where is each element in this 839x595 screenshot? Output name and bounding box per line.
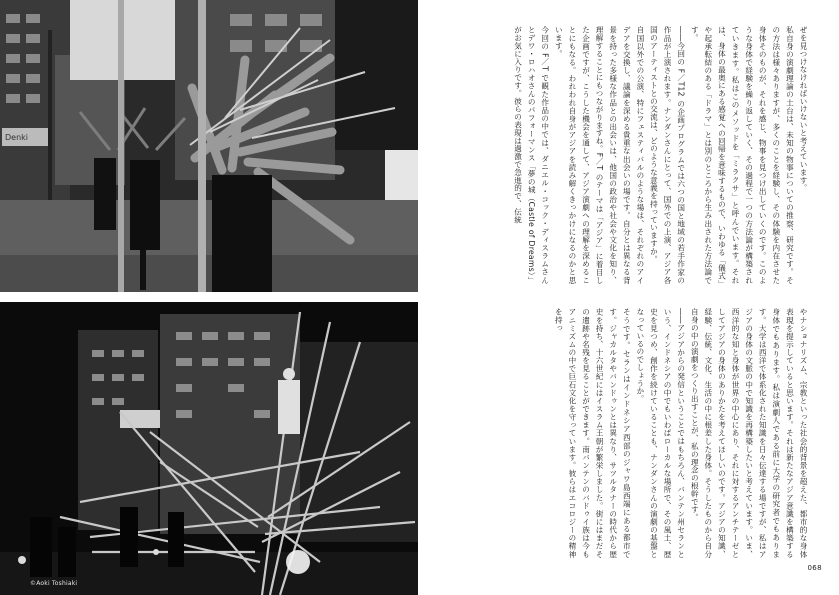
bamboo-scaffold-image bbox=[0, 302, 418, 595]
shop-sign-text: Denki bbox=[5, 133, 29, 142]
paragraph: そうです。セランはインドネシア西部のジャワ島西端にある都市です。ジャカルタやバンドゥンとは異なり、サツルタナーの時代から歴史を持ち、十六世紀にはイスラム王朝が繁栄しました。街にはまだその遺跡や名残を見ることができます。南バンテンのバドゥイ族は今もアニミズムの中で巨石文化を守っています。彼らはエコロジーの精神を持っ bbox=[554, 308, 632, 558]
article-text-upper bbox=[440, 26, 810, 284]
page-number: 068 bbox=[807, 564, 822, 572]
interview-question: ――今回の F／T12 の企画プログラムでは六つの国と地域の若手作家の作品が上演されます。ナンダンさんにとって、国外での上演、アジア各国のアーティストとの交流は、どのような意義を持っていますか。 bbox=[649, 26, 686, 284]
paragraph: やナショナリズム、宗教といった社会的背景を超えた、都市的な身体表現を提示していると思います。それは新たなアジア意識を構築する身体でもあります。私は演劇人である前に大学の研究者でもあります。大学は西洋で体系化された知識を日々伝達する場ですが、私はアジアの身体の文脈の中で知識を再構築したいと考えています。いま、西洋的な知と身体が世界の中心にあり、それに対するアンチテーゼとしてアジアの身体のありかたを考えてほしいのです。アジアの知識、経験、伝統、文化、生活の中に根差した身体。そうしたものから自分自身の中の演劇をつくり出すことが、私の理念の根幹です。 bbox=[690, 308, 808, 558]
article-text-lower bbox=[440, 308, 810, 558]
interview-question: ――アジアからの発信ということではもちろん、バンテン州セランという、インドネシアの中でもいわばローカルな場所で、その風土、歴史を見つめ、創作を続けていることも、ナンダンさんの演劇の基盤となっているのでしょうか。 bbox=[635, 308, 686, 558]
photo-credit: ©Aoki Toshiaki bbox=[30, 580, 78, 587]
photo-bamboo-scaffold bbox=[0, 302, 418, 595]
photo-street-performance bbox=[0, 0, 418, 292]
paragraph: 今回の F／T で観た作品の中では、ダニエル・コック・ディスラムさんとデワ・ロハオさんのパフォーマンス「夢の城（Castle of Dreams）」がお気に入りです。彼らの表現は過激で急進的で、伝統 bbox=[513, 26, 550, 284]
street-performance-image bbox=[0, 0, 418, 292]
paragraph: 自国以外での公演、特にフェスティバルのような場は、それぞれのアイデアを交換し、議論を深める貴重な出会いの場です。自分とは異なる背景を持った多様な作品との出会いは、他国の政治や社会や文化を知り、理解することにもつながりますね。F／T のテーマは「アジア」に着目した企画ですが、こうした機会を通して、アジア演劇への理解を深めることにもなる。われわれ自身がアジアを読み解くきっかけになるのかと思います。 bbox=[554, 26, 645, 284]
paragraph: ぜを見つけなければいけないと考えています。 bbox=[799, 26, 808, 192]
paragraph: 私自身の演劇理論の土台は、未知の物事についての推察、研究です。その方法は様々ありますが、多くのことを経験し、その体験を内在させた身体そのものが、それを感じ、物事を見つけ出していくのです。このような身体で経験を繰り返していく、その過程で一つの方法論が構築されていきます。私はこのメソッドを「ミラクサ」と呼んでいます。それは、身体の最奥にある感覚への回帰を意味するもので、いわゆる「儀式」や起承転結のある「ドラマ」とは別のところから生み出された方法論です。 bbox=[690, 26, 795, 284]
